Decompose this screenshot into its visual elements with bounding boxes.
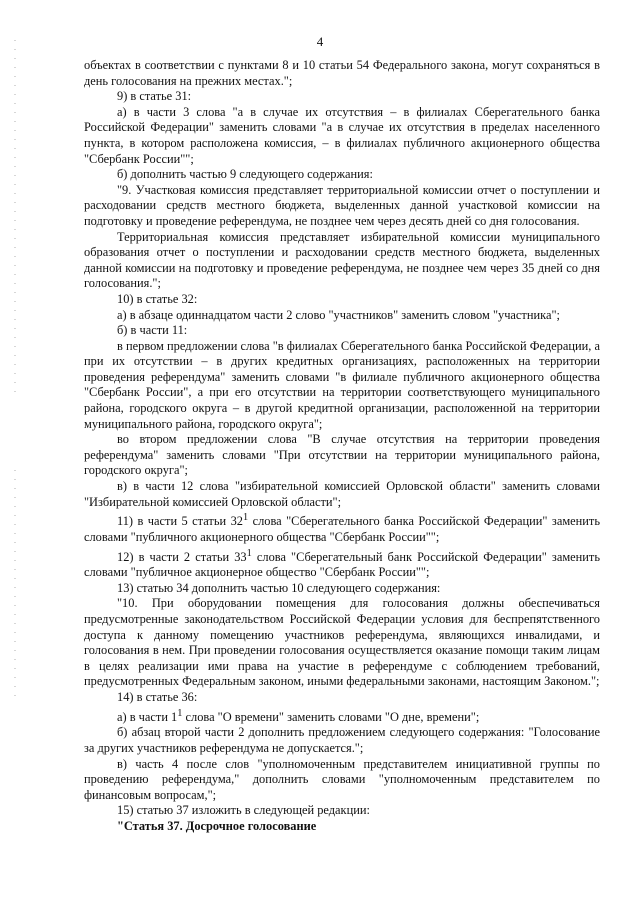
paragraph: а) в абзаце одиннадцатом части 2 слово "участников" заменить словом "участника"; — [117, 307, 560, 322]
paragraph-text: слова "Сберегательного банка Российской Федерации" заменить словами "публичного акционерного общества "Сбербанк России""; — [84, 514, 600, 544]
document-body — [84, 58, 600, 834]
paragraph-text: а) в части 1 — [117, 709, 178, 724]
article-heading-text: "Статья 37. Досрочное голосование — [117, 818, 317, 833]
paragraph: "9. Участковая комиссия представляет территориальной комиссии отчет о поступлении и расходовании средств местного бюджета, выделенных данной участковой комиссии на подготовку и проведение референдума, не позднее чем через десять дней со дня голосования. — [84, 182, 600, 228]
paragraph-text: слова "Сберегательный банк Российской Федерации" заменить словами "публичное акционерное общество "Сбербанк России""; — [84, 549, 600, 580]
paragraph: в) в части 12 слова "избирательной комиссией Орловской области" заменить словами "Избирательной комиссией Орловской области"; — [84, 479, 600, 509]
paragraph: в первом предложении слова "в филиалах Сберегательного банка Российской Федерации, а при их отсутствии – в других кредитных организациях, расположенных на территории проведения референдума" заменить словами "в филиале публичного акционерного общества "Сбербанк России", а при его отсутствии на территории соответствующего муниципального района, городского округа – в другой кредитной организации, расположенной на территории муниципального района, городского округа"; — [84, 338, 600, 431]
paragraph-text: 12) в части 2 статьи 33 — [117, 549, 247, 564]
article-heading — [84, 819, 600, 835]
paragraph: б) дополнить частью 9 следующего содержания: — [117, 167, 373, 182]
margin-scan-marks — [14, 40, 16, 400]
superscript: 1 — [242, 512, 249, 524]
paragraph: Территориальная комиссия представляет избирательной комиссии муниципального образования отчет о поступлении и расходовании средств местного бюджета, выделенных данной комиссии на подготовку и проведение референдума, не позднее чем через 35 дней со дня голосования."; — [84, 229, 600, 291]
paragraph: 13) статью 34 дополнить частью 10 следующего содержания: — [117, 580, 441, 595]
margin-scan-marks — [14, 470, 16, 700]
paragraph: 9) в статье 31: — [117, 89, 192, 104]
paragraph: в) часть 4 после слов "уполномоченным представителем инициативной группы по проведению референдума," дополнить словами "уполномоченным представителем по финансовым вопросам,"; — [84, 756, 600, 802]
paragraph — [84, 706, 600, 726]
paragraph: объектах в соответствии с пунктами 8 и 10 статьи 54 Федерального закона, могут сохраняться в день голосования на прежних местах."; — [84, 58, 600, 88]
paragraph — [84, 546, 600, 581]
paragraph: 10) в статье 32: — [117, 291, 198, 306]
paragraph: б) в части 11: — [117, 323, 188, 338]
paragraph: "10. При оборудовании помещения для голосования должны обеспечиваться предусмотренные законодательством Российской Федерации условия для беспрепятственного доступа к данному помещению участников референдума, являющихся инвалидами, и голосования в нем. При проведении голосования осуществляется оказание помощи таким лицам в целях реализации ими права на участие в референдуме с соблюдением требований, предусмотренных Федеральным законом, иными федеральными законами, настоящим Законом."; — [84, 596, 600, 689]
paragraph-text: слова "О времени" заменить словами "О дне, времени"; — [182, 709, 480, 724]
paragraph: б) абзац второй части 2 дополнить предложением следующего содержания: "Голосование за других участников референдума не допускается."; — [84, 725, 600, 755]
superscript: 1 — [177, 707, 183, 719]
paragraph: 14) в статье 36: — [117, 690, 198, 704]
paragraph: 15) статью 37 изложить в следующей редакции: — [117, 803, 370, 818]
paragraph: а) в части 3 слова "а в случае их отсутствия – в филиалах Сберегательного банка Российской Федерации" заменить словами "а в случае их отсутствия в пределах населенного пункта, в котором расположена комиссия, – в филиалах публичного акционерного общества "Сбербанк России""; — [84, 104, 600, 166]
page-number: 4 — [316, 34, 324, 49]
paragraph — [84, 510, 600, 545]
superscript: 1 — [246, 547, 252, 559]
paragraph: во втором предложении слова "В случае отсутствия на территории проведения референдума" заменить словами "При отсутствии на территории муниципального района, городского округа"; — [84, 432, 600, 478]
paragraph-text: 11) в части 5 статьи 32 — [117, 514, 243, 529]
